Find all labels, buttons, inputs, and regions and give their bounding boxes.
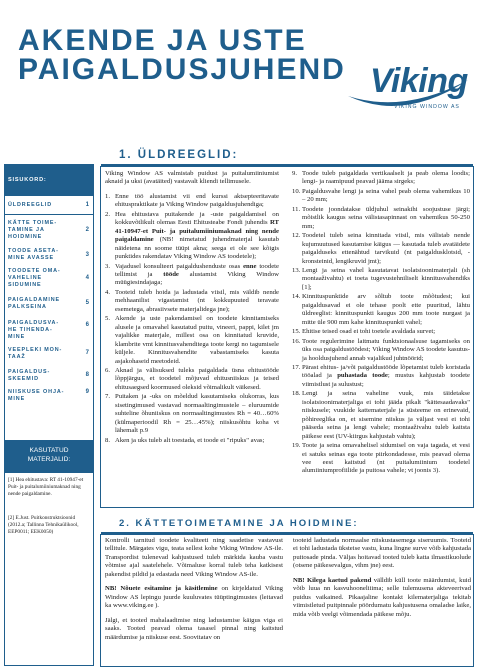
logo-subtitle: VIKING WINDOW AS [394,104,460,110]
bold-lead: NB! Nõuete esitamine ja käsitlemine [105,585,218,593]
toc-item-label: KÄTTE TOIME- TAMINE JA HOIDMINE [8,220,58,240]
toc-item-page: 6 [85,322,89,328]
page-title [18,24,346,86]
rule-item: 9. Toode tuleb paigaldada vertikaalselt ja peab olema loodis; lengi- ja raamipuud peavad jääma sirgeks; [292,170,470,186]
toc-item[interactable] [8,369,92,380]
section-2-paragraph-4: tooteid ladustada normaalse niiskustasemega siseruumis. Tooteid ei tohi ladustada üksteise vastu, kuna lingne surve võib kahjustada puitosade pinda. Väljas hoitavad tooted tuleb katta ilmastikuolude (otsene päikesevalgus, vihm jne) eest. [293,537,471,570]
section-2-column-left [105,537,283,648]
rule-item: 10. Paigaldusvahe lengi ja seina vahel peab olema vahemikus 10 – 20 mm; [292,187,470,204]
toc-item-label: PAIGALDAMINE PALKSEINA [8,297,61,310]
toc-item-page: 8 [85,372,89,378]
rules-list-right [292,170,470,476]
rule-item: 11. Toodete joondatakse üldjuhul seinakihi soojustuse järgi; mõistlik kaugus seina välistasapinnast on vahemikus 50-250 mm; [292,205,470,230]
toc-item[interactable] [8,320,92,340]
rule-item: 5. Akende ja uste pakendamisel on toodete kinnitamiseks alusele ja omavahel kasutatud puitu, vineeri, pappi, kilet jm vajalikke materjale, millest osa on kinnitatud kruvide, klambrite vmt kinnitusvahenditega toote kergi no tagumisele küljele. Kinnitusvahendite vabastamiseks kasuta asjakohaseid meetodeid. [105,315,279,365]
logo-word: Viking [370,62,468,100]
section-1-column-right [292,170,470,477]
section-1-box [100,166,474,508]
title-line-2: PAIGALDUSJUHEND [18,53,346,86]
materials-note-2: [2] E.Just. Puitkonstruktsioonid (2012.a; Tallinna Tehnikaülikool, EEP0011; EEK0050) [8,515,79,535]
toc-item-page: 7 [85,350,89,356]
section-2-paragraph-1: Kontrolli tarnitud toodete kvaliteeti ning saadetise vastavust tellitule. Märgates vigu, teata sellest kohe Viking Window AS-ile. Transpordist tulenevad kahjustused tuleb märkida kauba vastu võtmise ajal saatelehele. Võimaluse korral tuleb teha katkisest pakendist pildid ja edastada need Viking Window AS-ile. [105,537,283,578]
toc-item[interactable] [8,202,92,213]
toc-item-page: 9 [85,389,89,395]
materials-heading-line-1: KASUTATUD [29,447,69,454]
rule-item: 8. Aken ja uks tuleb alt toestada, et toode ei "ripuks" avas; [105,436,265,444]
table-of-contents [4,164,94,443]
toc-item-label: NIISKUSE OHJA- MINE [8,389,65,402]
rule-item: 4. Tooteid tuleb hoida ja ladustada viisil, mis väldib nende mehhaanilist vigastamist (nt kokkupuuted teravate esemetega, abrasiivsete materjalidega jne); [105,288,279,313]
section-1-column-left [105,170,279,446]
toc-item[interactable] [8,248,92,259]
paragraph-rest: on kirjeldatud Viking Window AS lepingu juurde kuuluvates tüüptingimustes (leitavad ka www.viking.ee ). [105,585,284,610]
toc-item[interactable] [8,297,92,308]
rule-item: 15. Ehitise teised osad ei tohi toetele avaldada survet; [292,328,436,336]
toc-item[interactable] [8,347,92,358]
toc-item-page: 5 [85,300,89,306]
rule-item: 3. Vajadusel konsulteeri paigaldushenduste osas enne toodete tellimist ja tööde alustamist Viking Window müügiesindajaga; [105,262,279,287]
rule-item: 2. Hea ehitustava puitakende ja -uste paigaldamisel on kokkuvõtlikult olemas Eesti Ehitusteabe Fondi juhendis RT 41-10947-et Puit- ja puitalumiiniumaknad ning nende paigaldamine (NB! nimetatud juhendmaterjal kasutab näidetena nn soome tüüpi akna; seega ei ole see kõigis punktides rakendatav Viking Window AS toodetele); [105,210,279,261]
toc-item-label: PAIGALDUSVA- HE TIHENDA- MINE [8,320,60,340]
rules-list-left [105,193,279,445]
toc-item-label: TOODE ASETA- MINE AVASSE [8,248,59,261]
rule-item: 7. Puitaken ja -uks on mõeldud kasutamiseks olukorras, kus sisetingimused vastavad normaaltingimustele – eluruumide suhteline õhuniiskus on normaaltingimustes Rh = 40…60% (külmaperioodil Rh = 25…45%); niiskusõhtu koha vt lähemalt p.9 [105,393,279,435]
rule-item: 13. Lengi ja seina vahel kasutatavat isolatsioonimaterjali (sh montaaživahtu) ei toeta tugevustehniliselt kinnitusvahendiks [1]; [292,266,470,291]
toc-item-label: ÜLDREEGLID [8,202,53,208]
section-2-paragraph-2 [105,585,283,610]
section-2-box [100,534,474,667]
bold-lead: NB! Kilega kaetud pakend [293,576,372,584]
rule-item: 14. Kinnituspunktide arv sõltub toote mõõtudest; kui paigaldusavad ei ole tehase poolt ette puuritud, lähtu üldreeglist: kinnituspunkti kaugus 200 mm toote nurgast ja mitte üle 900 mm kahe kinnituspunkti vahel; [292,293,470,326]
section-heading-1: 1. ÜLDREEGLID: [119,149,239,161]
toc-divider [5,214,93,215]
section-heading-2: 2. KÄTTETOIMETAMINE JA HOIDMINE: [119,518,359,529]
materials-heading [4,440,94,472]
paragraph-rest: välldib küll toote määrdumist, kuid võib luua nn kasvuhooneliiima; selle tulemusena akteveerivad puidus vaikained. Pikaajaline kontakt kilematerjaliga tekitab viimistletud puitpinnale pöördumatu kahjustusena omaladse laike, mida võib veelgi võimendada päikese mõju. [293,576,472,618]
materials-note-1: [1] Hea ehitustava: RT 41-10947-et Puit- ja puitalumiiniumaknad ning nende paigaldamine. [8,477,84,497]
rule-item: 17. Pärast ehitus- ja/või paigaldustööde lõpetamist tuleb koristada tööalad ja puhastada toode; mustus kahjustab toodete viimistlust ja sulustust; [292,363,471,388]
rule-item: 19. Toote ja seina omavahelisel sidumisel on vaja tagada, et vesi ei satuks seinas ega toote piirkondadesse, mis peavad olema vee eest kaitstud (nt puitalumiinium toodetel alumiiniumprofiilide ja puitosa vahele; vt joonis 3). [292,442,470,475]
title-line-1: AKENDE JA USTE [18,24,307,57]
materials-box [4,472,94,666]
toc-item[interactable] [8,220,92,240]
toc-item-page: 4 [85,275,89,281]
toc-item-label: PAIGALDUS- SKEEMID [8,369,51,382]
toc-heading: SISUKORD: [5,164,93,196]
rule-item: 18. Lengi ja seina vaheline vuuk, mis täidetakse isolatsioonimaterjaliga ei tohi jääda pikalt "kättesaadavaks" niiskusele; vuukide kattematerjale ja süsteeme on erinevaid, põhireeglika on, et sisemine niiskus ja väljast vesi ei tohi pääseda seina ja lengi vahele; montaaživahu tuleb kaitsta päikese eest (UV-kiirgus kahjustab vahtu); [292,390,470,440]
section-2-paragraph-3: Jälgi, et tooted mahalaadimise ning ladustamise käigus viga ei saaks. Tooted peavad olema tasasel pinnal ning kaitstud määrdumise ja niiskuse eest. Soovitatav on [105,616,283,641]
rule-item: 16. Toote regulerimine laitmatu funktsionaalsuse tagamiseks on üks osa paigaldustöödest; Viking Window AS toodete kasutus- ja hooldusjuhend annab vajalikud juhtnöörid; [292,337,470,362]
section-1-intro: Viking Window AS valmistab puidust ja puitalumiiniumist aknaid ja uksi (avatäited) vastavalt kliendi tellimusele. [105,170,279,186]
rule-item: 12. Toodetel tuleb seina kinnitada viisil, mis välistab nende kujumuutused kasutamise käigus — kasutada tuleb avatäidete paigalduseks ettenähtud tarvikuid (nt paigaldusklotsid, -kronsteinid, lengikruvid jmt); [292,232,470,265]
toc-item-label: TOODETE OMA- VAHELINE SIDUMINE [8,268,61,288]
toc-item-page: 3 [85,252,89,258]
toc-item-page: 2 [85,227,89,233]
section-2-paragraph-5 [293,577,471,619]
toc-item-label: VEEPLEKI MON- TAAŽ [8,347,63,360]
viking-logo [344,58,472,128]
rule-item: 6. Aknad ja välisuksed tuleks paigaldada üsna ehitustööde lõppjärgus, et toodetel mõjuvad ehitusniiskus ja teised ehitusaegsed koormused oleksid võimalikult väikesed. [105,366,279,391]
toc-item[interactable] [8,268,92,288]
section-2-column-right [293,537,471,625]
toc-item-page: 1 [85,202,89,208]
toc-item[interactable] [8,389,92,400]
rule-item: 1. Enne töö alustamist vii end kurssi aktsepteeritavate ehituspraktikate ja Viking Window paigaldusjuhendiga; [105,192,279,209]
materials-heading-line-2: MATERJALID: [27,456,71,463]
